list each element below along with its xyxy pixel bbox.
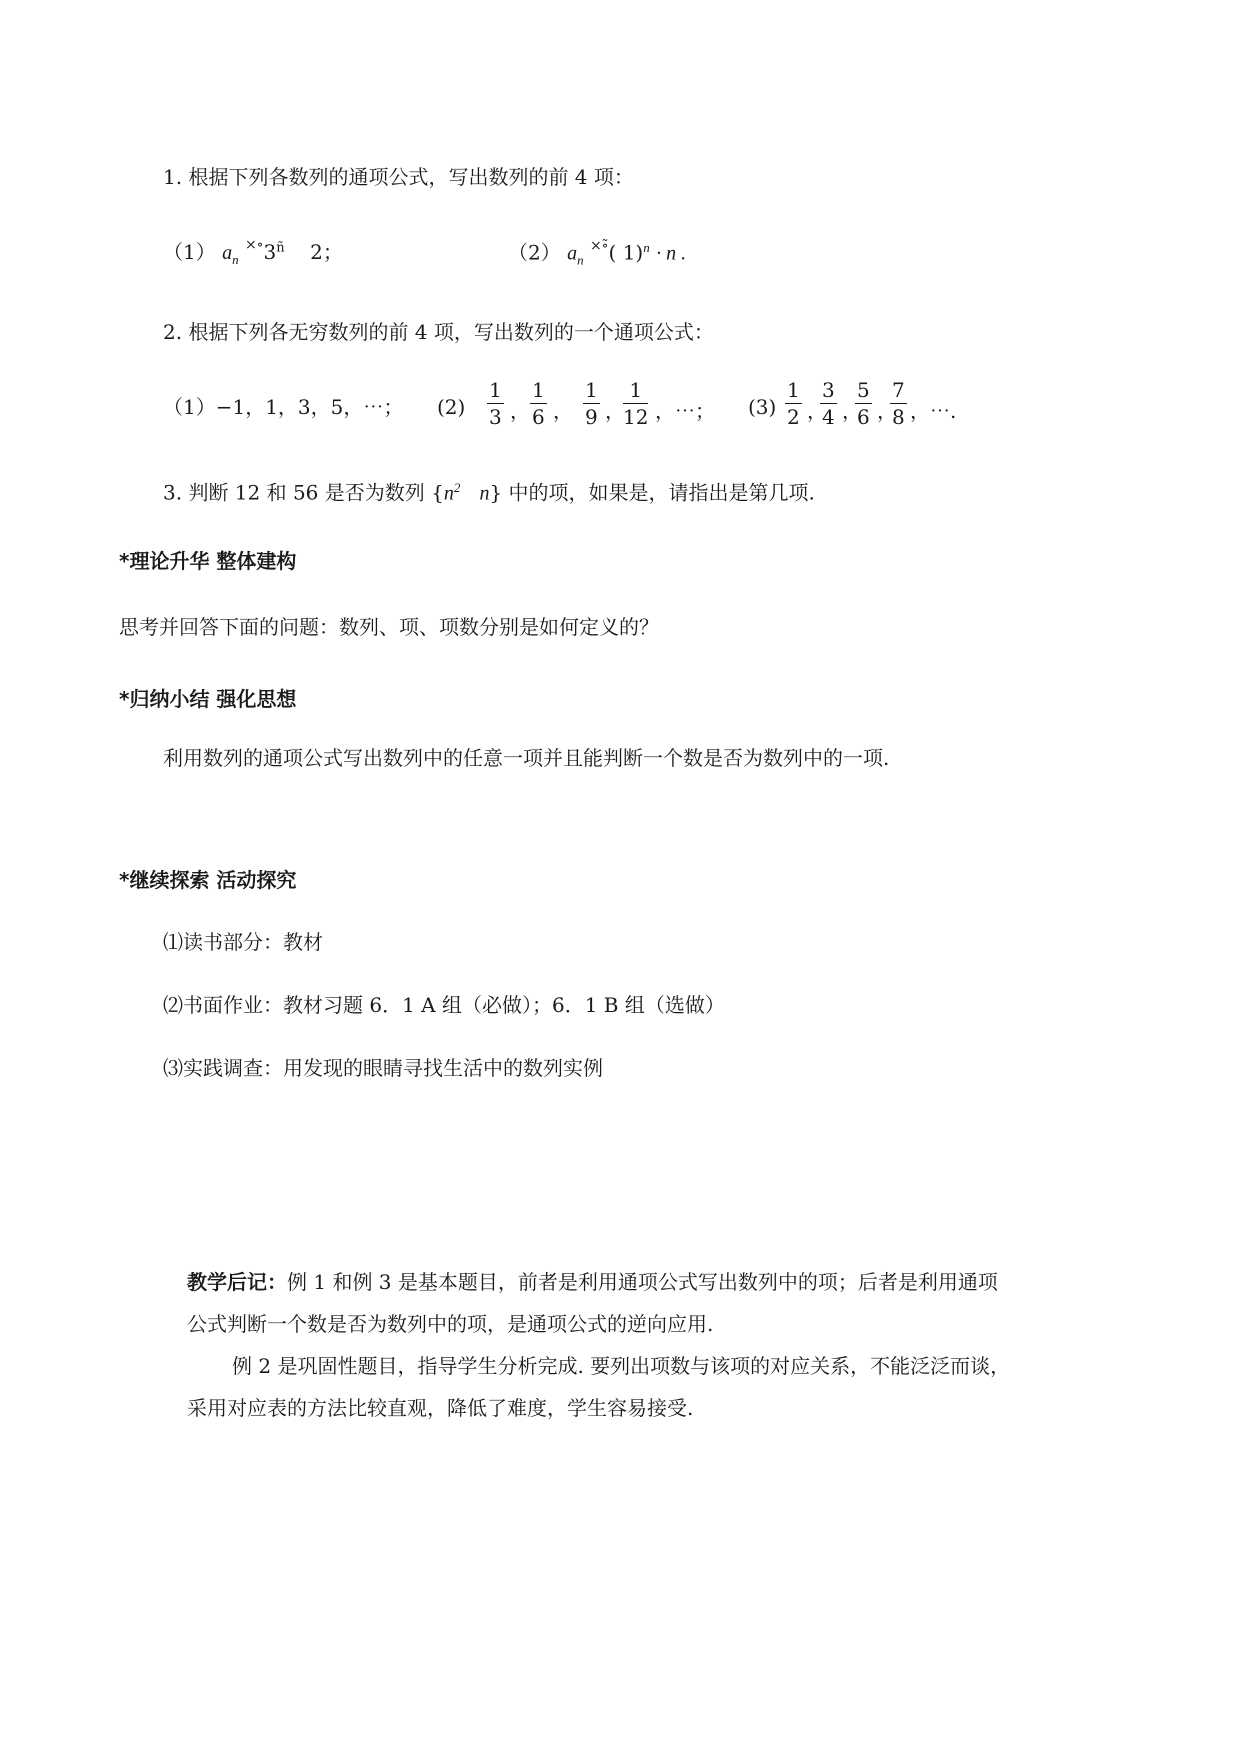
q2-part-3-fraction-4 (890, 380, 907, 427)
q2-title: 2. 根据下列各无穷数列的前 4 项，写出数列的一个通项公式： (163, 320, 714, 344)
fraction-numerator: 1 (532, 378, 545, 402)
q2-part-2-fraction-1 (487, 380, 504, 427)
q1-item-2-var: a (567, 242, 578, 265)
q1-title: 1. 根据下列各数列的通项公式，写出数列的前 4 项： (163, 165, 634, 189)
q1-item-1-tail: 2； (310, 240, 343, 264)
q2-part-3-fraction-2 (820, 380, 837, 427)
fraction-denominator: 6 (532, 405, 545, 429)
fraction-numerator: 3 (822, 378, 835, 402)
q3-var: n (443, 482, 454, 505)
fraction-numerator: 1 (585, 378, 598, 402)
q1-item-1-var: a (222, 242, 233, 264)
explore-item-3: ⑶实践调查：用发现的眼睛寻找生活中的数列实例 (163, 1056, 603, 1080)
fraction-numerator: 1 (623, 380, 648, 404)
fraction-numerator: 1 (787, 378, 800, 402)
q1-item-1 (163, 237, 343, 268)
fraction-denominator: 3 (489, 405, 502, 429)
explore-item-2: ⑵书面作业：教材习题 6．1 A 组（必做）；6．1 B 组（选做） (163, 993, 725, 1017)
fraction-denominator: 8 (892, 405, 905, 429)
q1-item-2-sub: n (577, 252, 584, 268)
afterword-line-4: 采用对应表的方法比较直观，降低了难度，学生容易接受. (187, 1396, 694, 1420)
q2-part-3-fraction-3 (855, 380, 872, 427)
afterword-line-3: 例 2 是巩固性题目，指导学生分析完成. 要列出项数与该项的对应关系，不能泛泛而谈， (232, 1354, 1011, 1378)
q1-item-2-garbled-equals: ×∘̃ (589, 237, 609, 254)
fraction-numerator: 5 (857, 378, 870, 402)
q2-part-2-fraction-3 (583, 380, 600, 427)
section-summary-text: 利用数列的通项公式写出数列中的任意一项并且能判断一个数是否为数列中的一项. (163, 746, 890, 770)
q2-part-1: （1）−1，1，3，5，⋯； (163, 395, 404, 419)
q1-item-1-label: （1） (163, 240, 216, 264)
fraction-denominator: 9 (585, 405, 598, 429)
afterword-label: 教学后记： (187, 1270, 287, 1294)
q3-sup: 2 (453, 480, 461, 495)
comma: ， (877, 399, 897, 423)
q1-item-2 (508, 237, 687, 268)
q1-item-1-exp: ñ (276, 240, 285, 256)
comma: ， (605, 399, 625, 423)
q1-item-2-label: （2） (508, 240, 561, 265)
q3-line (163, 480, 815, 506)
section-heading-explore: *继续探索 活动探究 (119, 868, 297, 892)
q1-item-2-mid: ( 1) (608, 240, 644, 265)
afterword-line-1-text: 例 1 和例 3 是基本题目，前者是利用通项公式写出数列中的项；后者是利用通项 (287, 1270, 998, 1294)
comma: ， (553, 399, 573, 423)
section-heading-theory: *理论升华 整体建构 (119, 549, 297, 573)
comma: ， (510, 399, 530, 423)
q1-item-1-sub: n (232, 252, 239, 267)
q3-mid: n (479, 482, 490, 505)
explore-item-1: ⑴读书部分：教材 (163, 930, 323, 954)
section-heading-summary: *归纳小结 强化思想 (119, 687, 297, 711)
fraction-numerator: 1 (489, 378, 502, 402)
q1-item-1-garbled-equals: ×∘ (244, 237, 264, 253)
q2-part-2-end: ，⋯； (655, 399, 715, 423)
afterword-line-1 (187, 1270, 998, 1294)
q3-before: 3. 判断 12 和 56 是否为数列 { (163, 480, 444, 505)
fraction-denominator: 12 (623, 405, 649, 429)
q1-item-2-tail: · n . (656, 242, 687, 265)
section-theory-text: 思考并回答下面的问题：数列、项、项数分别是如何定义的？ (119, 615, 659, 639)
q2-part-3-label: (3) (748, 395, 777, 419)
fraction-numerator: 7 (892, 378, 905, 402)
q2-part-2-fraction-4 (623, 380, 648, 427)
comma: ， (842, 399, 862, 423)
q3-after: } 中的项，如果是，请指出是第几项. (489, 480, 815, 505)
fraction-denominator: 4 (822, 405, 835, 429)
q2-part-3-end: ，⋯. (910, 399, 957, 423)
q2-part-2-fraction-2 (530, 380, 547, 427)
q2-part-3-fraction-1 (785, 380, 802, 427)
fraction-denominator: 6 (857, 405, 870, 429)
fraction-denominator: 2 (787, 405, 800, 429)
afterword-line-2: 公式判断一个数是否为数列中的项，是通项公式的逆向应用. (187, 1312, 714, 1336)
comma: ， (807, 399, 827, 423)
q2-part-2-label: (2) (437, 395, 466, 419)
q1-item-1-mid: 3 (263, 240, 277, 264)
q1-item-2-sup: n (643, 240, 650, 255)
